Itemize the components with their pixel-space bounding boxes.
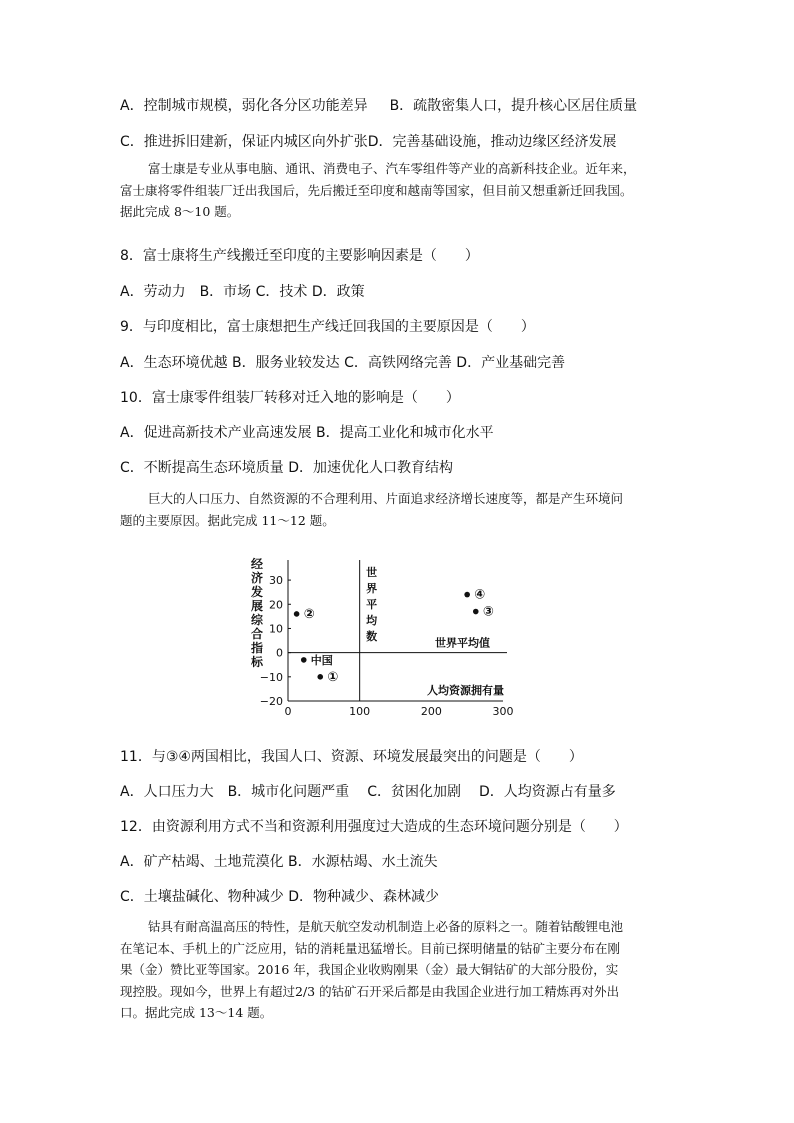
y-axis-label-char: 展 [250,599,264,613]
question-8-options: A．劳动力 B．市场 C．技术 D．政策 [120,284,365,300]
question-11-options [120,781,616,801]
scatter-chart [245,548,530,720]
vertical-ref-label-char: 世 [366,566,378,579]
vertical-ref-label-char: 均 [366,614,378,627]
passage-cobalt-line-2: 在笔记本、手机上的广泛应用，钴的消耗量迅猛增长。目前已探明储量的钴矿主要分布在刚 [120,940,621,956]
passage-cobalt-line-1: 钴具有耐高温高压的特性，是航天航空发动机制造上必备的原料之一。随着钴酸锂电池 [148,919,624,934]
question-10-options-2: C．不断提高生态环境质量 D．加速优化人口教育结构 [120,460,454,476]
q7-options-row-1 [120,95,637,115]
x-tick-label: 0 [284,705,292,718]
y-axis-label-char: 济 [250,571,264,585]
q11-option-b: B．城市化问题严重 [227,784,350,800]
x-tick-label: 200 [420,705,442,718]
x-tick-label: 100 [349,705,371,718]
question-9: 9．与印度相比，富士康想把生产线迁回我国的主要原因是（ ） [120,319,535,335]
y-axis-label [250,556,264,669]
data-point-label: 中国 [310,653,333,667]
data-point [464,592,470,598]
q7-option-d: D．完善基础设施，推动边缘区经济发展 [367,134,617,150]
passage-environment-line-1: 巨大的人口压力、自然资源的不合理利用、片面追求经济增长速度等，都是产生环境问 [148,491,624,506]
question-8: 8．富士康将生产线搬迁至印度的主要影响因素是（ ） [120,248,479,264]
data-point-label: ③ [482,604,494,620]
data-point [294,611,300,617]
y-tick-label: 10 [269,622,283,636]
passage-cobalt-line-4: 现控股。现如今，世界上有超过2/3 的钴矿石开采后都是由我国企业进行加工精炼再对外出 [120,983,620,999]
question-9-options: A．生态环境优越 B．服务业较发达 C．高铁网络完善 D．产业基础完善 [120,355,566,371]
passage-cobalt-line-3: 果（金）赞比亚等国家。2016 年，我国企业收购刚果（金）最大铜钴矿的大部分股份，实 [120,962,619,977]
passage-cobalt-line-5: 口。据此完成 13～14 题。 [120,1005,273,1020]
passage-foxconn-line-3: 据此完成 8～10 题。 [120,204,240,219]
y-tick-label: −20 [259,695,283,708]
vertical-ref-label-char: 界 [366,582,378,595]
question-12-options-1: A．矿产枯竭、土地荒漠化 B．水源枯竭、水土流失 [120,854,438,870]
passage-environment-line-2: 题的主要原因。据此完成 11～12 题。 [120,512,335,528]
question-10-options-1: A．促进高新技术产业高速发展 B．提高工业化和城市化水平 [120,425,494,441]
data-point-label: ① [327,669,339,685]
q11-option-c: C．贫困化加剧 [367,784,461,800]
y-tick-label: −10 [259,670,283,684]
q11-option-a: A．人口压力大 [120,784,214,800]
data-point [317,674,323,680]
y-tick-label: 30 [269,574,283,588]
y-axis-label-char: 发 [250,585,264,599]
question-12: 12．由资源利用方式不当和资源利用强度过大造成的生态环境问题分别是（ ） [120,819,628,835]
passage-foxconn [120,158,680,223]
y-axis-label-char: 指 [250,641,264,655]
data-point [301,657,307,663]
passage-environment [120,488,680,531]
vertical-ref-label-char: 数 [366,630,378,643]
y-tick-label: 20 [269,598,283,612]
q7-option-b: B．疏散密集人口，提升核心区居住质量 [389,98,638,114]
question-10: 10．富士康零件组装厂转移对迁入地的影响是（ ） [120,390,460,406]
y-tick-label: 0 [276,646,283,660]
x-tick-label: 300 [492,705,514,718]
data-point-label: ④ [474,587,486,603]
vertical-ref-label-char: 平 [366,598,378,611]
question-11: 11．与③④两国相比，我国人口、资源、环境发展最突出的问题是（ ） [120,749,583,765]
passage-foxconn-line-1: 富士康是专业从事电脑、通讯、消费电子、汽车零组件等产业的高新科技企业。近年来， [148,161,636,176]
passage-foxconn-line-2: 富士康将零件组装厂迁出我国后，先后搬迁至印度和越南等国家，但目前又想重新迁回我国。 [120,182,633,198]
data-point-label: ② [303,606,315,622]
y-axis-label-char: 合 [250,627,264,641]
passage-cobalt [120,916,680,1024]
q7-option-a: A．控制城市规模，弱化各分区功能差异 [120,98,368,114]
y-axis-label-char: 经 [250,557,264,571]
q7-option-c: C．推进拆旧建新，保证内城区向外扩张 [120,134,368,150]
vertical-ref-label [366,565,378,643]
q11-option-d: D．人均资源占有量多 [478,784,616,800]
data-point [473,609,479,615]
x-axis-label: 人均资源拥有量 [427,684,504,697]
y-axis-label-char: 标 [250,655,264,669]
y-axis-label-char: 综 [250,613,264,627]
question-12-options-2: C．土壤盐碱化、物种减少 D．物种减少、森林减少 [120,889,440,905]
horizontal-ref-label: 世界平均值 [435,636,490,650]
q7-options-row-2 [120,131,617,151]
